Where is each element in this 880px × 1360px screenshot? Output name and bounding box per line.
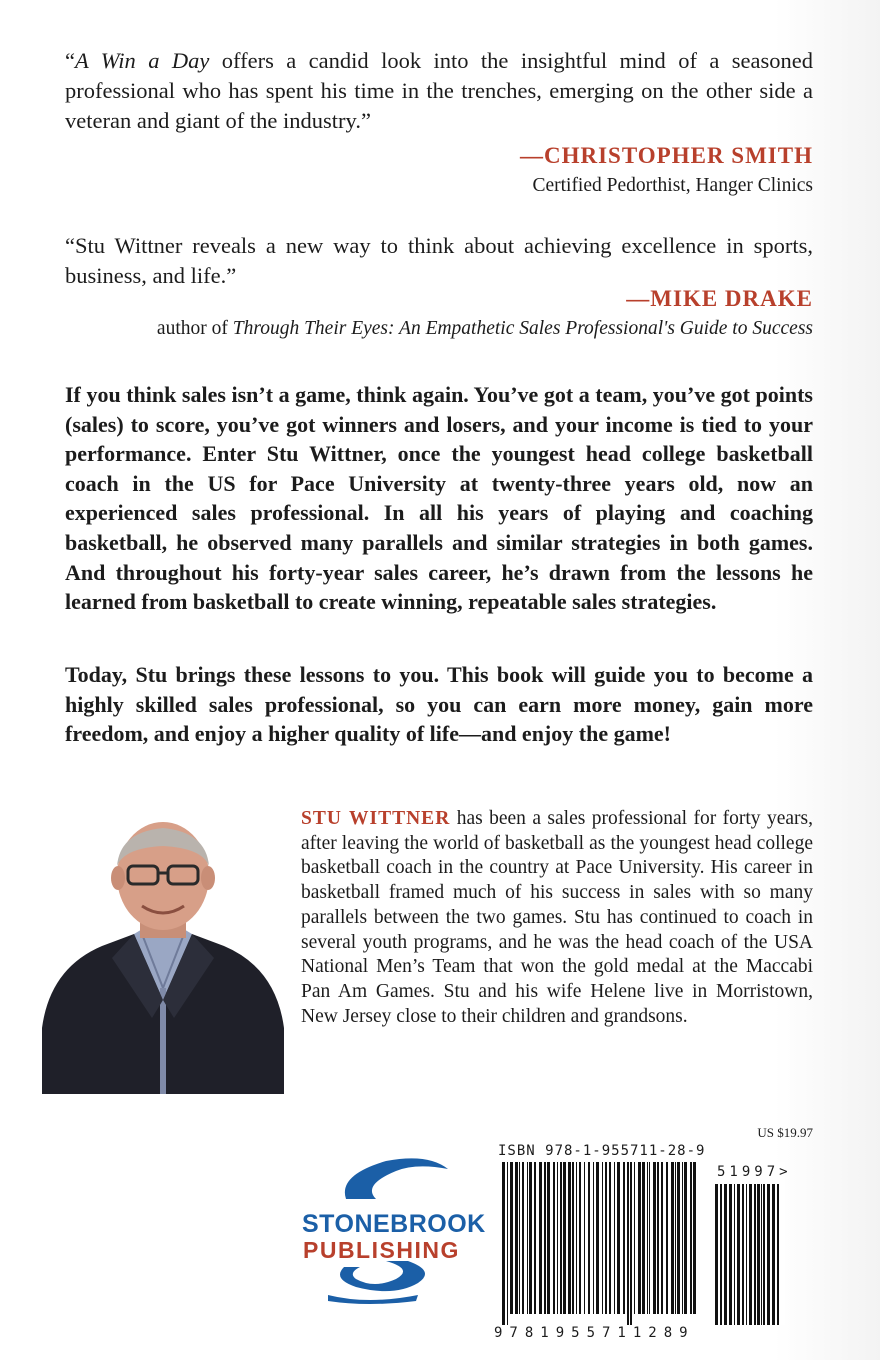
barcode-bar [502,1162,505,1325]
addon-barcode-bar [772,1184,775,1325]
barcode-bar [677,1162,680,1314]
addon-barcode-bar [724,1184,727,1325]
barcode-bar [690,1162,692,1314]
barcode-bar [519,1162,520,1314]
barcode-bar [614,1162,615,1314]
endorser-name-2: —MIKE DRAKE [626,286,813,311]
barcode-bar [576,1162,577,1314]
barcode-bar [579,1162,581,1314]
endorser-name-1: —CHRISTOPHER SMITH [520,143,813,168]
description-paragraph-2: Today, Stu brings these lessons to you. This book will guide you to become a highly skilled sales professional, so you can earn more money, gain more freedom, and enjoy a higher quality of life—and enjoy the game! [65,662,813,747]
barcode-bar [653,1162,656,1314]
addon-barcode-bar [746,1184,747,1325]
addon-barcode-bar [767,1184,770,1325]
barcode-bar [527,1162,528,1314]
book-title: A Win a Day [75,48,210,73]
addon-barcode-bar [757,1184,760,1325]
barcode-bar [684,1162,687,1314]
barcode-bar [588,1162,590,1314]
barcode-number: 9781955711289 [494,1325,695,1341]
barcode-bar [682,1162,683,1314]
author-bio: STU WITTNER has been a sales professional for forty years, after leaving the world of basketball as the youngest head college basketball coach in the country at Pace University. His career in basketball framed much of his success in sales with so many parallels between the two games. Stu has continued to coach in several youth programs, and he was the head coach of the USA National Men’s Team that won the gold medal at the Maccabi Pan Am Games. Stu and his wife Helene live in Morristown, New Jersey close to their children and grandsons. [301,808,813,1027]
barcode-bar [657,1162,659,1314]
publisher-name-line1: STONEBROOK [302,1210,486,1238]
barcode-bar [693,1162,696,1314]
barcode-bar [609,1162,611,1314]
barcode-bar [638,1162,641,1314]
barcode-bar [544,1162,546,1314]
addon-barcode-bar [720,1184,722,1325]
barcode-bar [507,1162,508,1325]
barcode-bar [627,1162,629,1325]
addon-barcode-bar [754,1184,756,1325]
endorsement-quote-1: “A Win a Day offers a candid look into the insightful mind of a seasoned professional who has spent his time in the trenches, emerging on the other side a veteran and giant of the industry.” [65,48,813,133]
barcode-bar [602,1162,603,1314]
barcode-bar [515,1162,518,1314]
barcode-bar [605,1162,607,1314]
addon-barcode-bar [777,1184,779,1325]
barcode-bar [547,1162,550,1314]
addon-barcode-bar [737,1184,740,1325]
addon-barcode-bar [734,1184,735,1325]
addon-barcode-bar [715,1184,718,1325]
author-photo [42,818,284,1094]
barcode-bar [584,1162,585,1314]
barcode-bar [617,1162,620,1314]
barcode-bar [522,1162,524,1314]
barcode-bar [539,1162,542,1314]
addon-barcode-bar [761,1184,762,1325]
barcode-bar [630,1162,632,1325]
description-paragraph-1: If you think sales isn’t a game, think again. You’ve got a team, you’ve got points (sales) to score, you’ve got winners and losers, and your income is tied to your performance. Enter Stu Wittner, once the youngest head college basketball coach in the US for Pace University at twenty-three years old, now an experienced sales professional. In all his years of playing and coaching basketball, he observed many parallels and similar strategies in both games. And throughout his forty-year sales career, he’s drawn from the lessons he learned from basketball to create winning, repeatable sales strategies. [65,382,813,615]
addon-barcode-bar [729,1184,732,1325]
barcode-bar [642,1162,645,1314]
barcode-bar [534,1162,536,1314]
barcode-bar [593,1162,594,1314]
addon-barcode-bar [763,1184,765,1325]
addon-barcode-bar [749,1184,752,1325]
isbn-label: ISBN 978-1-955711-28-9 [498,1143,706,1159]
endorsement-quote-2: “Stu Wittner reveals a new way to think about achieving excellence in sports, business, and life.” [65,233,813,288]
barcode-bar [649,1162,650,1314]
barcode-bar [572,1162,574,1314]
endorser-role-1: Certified Pedorthist, Hanger Clinics [532,175,813,196]
endorser-role-2: author of Through Their Eyes: An Empathetic Sales Professional's Guide to Success [156,318,813,339]
price-addon-number: 51997> [717,1164,792,1180]
publisher-name-line2: PUBLISHING [303,1237,460,1263]
barcode-bar [553,1162,555,1314]
endorser-book-title: Through Their Eyes: An Empathetic Sales Professional's Guide to Success [232,318,813,339]
barcode-bar [623,1162,625,1314]
isbn-barcode [490,1162,785,1325]
barcode-bar [647,1162,648,1314]
barcode-bar [666,1162,668,1314]
barcode-bar [596,1162,599,1314]
barcode-bar [560,1162,562,1314]
price-label: US $19.97 [757,1125,813,1140]
barcode-bar [675,1162,676,1314]
barcode-bar [661,1162,663,1314]
barcode-bar [563,1162,566,1314]
barcode-bar [557,1162,558,1314]
barcode-bar [529,1162,532,1314]
barcode-bar [568,1162,571,1314]
barcode-bar [634,1162,635,1314]
author-name: STU WITTNER [301,808,451,829]
barcode-bar [510,1162,513,1314]
barcode-bar [671,1162,674,1314]
addon-barcode-bar [742,1184,744,1325]
